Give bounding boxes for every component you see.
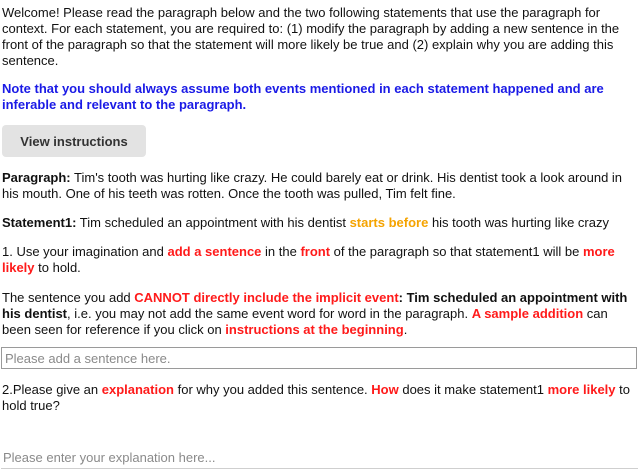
rule-text: . [403, 322, 408, 337]
question2-text: 2.Please give an [2, 382, 102, 397]
question1-highlight: add a sentence [167, 244, 262, 259]
rule-instructions-reference: instructions at the beginning [225, 322, 404, 337]
statement1-label: Statement1: [2, 215, 77, 230]
question1-highlight: more likely [2, 244, 615, 275]
question2-highlight: How [371, 382, 399, 397]
question2-text: to hold true? [2, 382, 630, 413]
rule-text: , i.e. you may not add the same event word for word in the paragraph. [67, 306, 472, 321]
statement1-event2: his tooth was hurting like crazy [428, 215, 609, 230]
rule-text: can been seen for reference if you click on [2, 306, 608, 337]
statement1 [2, 215, 636, 231]
paragraph [2, 170, 636, 202]
view-instructions-button[interactable]: View instructions [2, 125, 146, 157]
question1-text: in the [261, 244, 301, 259]
question1-text: to hold. [34, 260, 81, 275]
paragraph-label: Paragraph: [2, 170, 71, 185]
question2-text: does it make statement1 [398, 382, 548, 397]
intro-text: Welcome! Please read the paragraph below and the two following statements that use the paragraph for context. For each statement, you are required to: (1) modify the paragraph by adding a new sentence in the front of the paragraph so that the statement will more likely be true and (2) explain why you are adding this sentence. [2, 5, 620, 68]
sentence-input[interactable] [1, 347, 637, 369]
question1-text: of the paragraph so that statement1 will be [330, 244, 583, 259]
question2-highlight: explanation [101, 382, 174, 397]
question2-text: for why you added this sentence. [173, 382, 372, 397]
statement1-relation: starts before [349, 215, 429, 230]
question1-text: 1. Use your imagination and [2, 244, 168, 259]
rule-implicit-event: : Tim scheduled an appointment with his dentist [2, 290, 628, 321]
paragraph-text: Tim's tooth was hurting like crazy. He could barely eat or drink. His dentist took a look around in his mouth. One of his teeth was rotten. Once the tooth was pulled, Tim felt fine. [2, 170, 623, 201]
question1-highlight: front [300, 244, 331, 259]
question1 [2, 244, 636, 276]
explanation-textarea[interactable] [1, 423, 638, 469]
statement1-event1: Tim scheduled an appointment with his dentist [76, 215, 350, 230]
rule-highlight: CANNOT directly include the implicit event [134, 290, 399, 305]
rule-highlight: A sample addition [471, 306, 584, 321]
rule-text: The sentence you add [2, 290, 135, 305]
question2 [2, 382, 636, 414]
note-text: Note that you should always assume both events mentioned in each statement happened and are inferable and relevant to the paragraph. [2, 81, 604, 112]
question2-highlight: more likely [547, 382, 616, 397]
restriction-rule [2, 290, 636, 338]
